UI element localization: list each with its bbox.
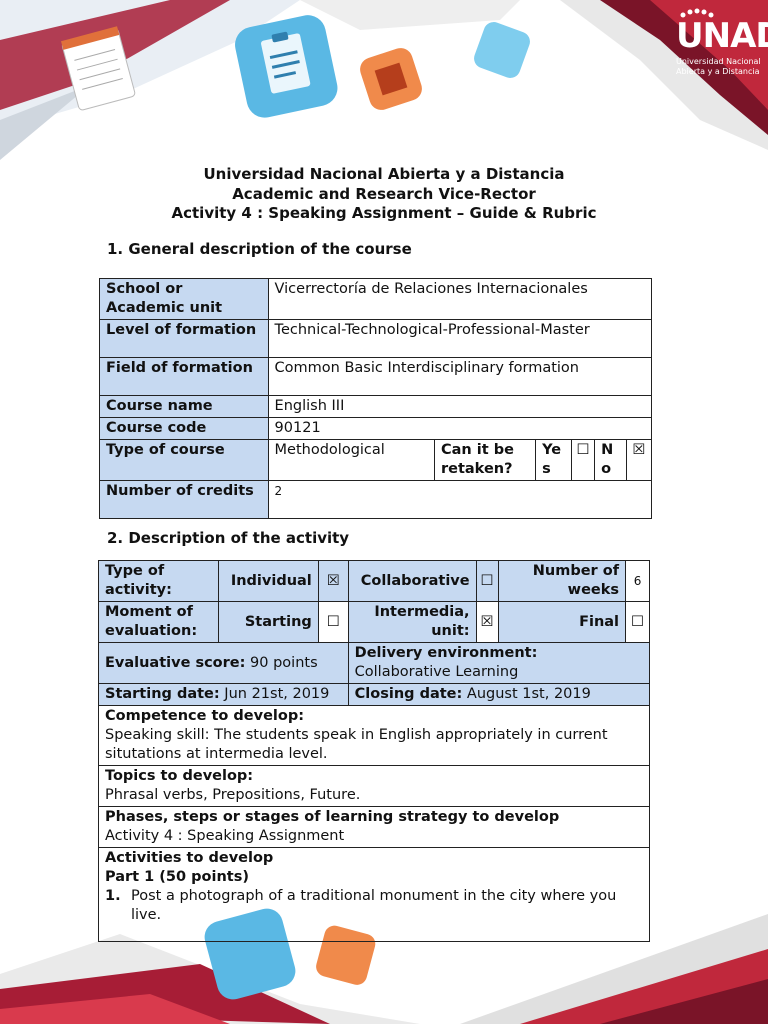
clipboard-icon <box>228 10 348 120</box>
final-label: Final <box>498 602 625 643</box>
school-label: School or Academic unit <box>100 279 269 320</box>
collaborative-checkbox[interactable]: ☐ <box>476 561 498 602</box>
close-date-label: Closing date: <box>354 686 463 702</box>
type-activity-label: Type of activity: <box>99 561 219 602</box>
collaborative-label: Collaborative <box>348 561 476 602</box>
table-row <box>99 848 650 942</box>
competence-cell <box>99 706 650 766</box>
no-checkbox[interactable]: ☒ <box>626 440 651 481</box>
activity-title: Activity 4 : Speaking Assignment – Guide & Rubric <box>171 204 597 222</box>
field-label: Field of formation <box>100 358 269 396</box>
intermedia-label: Intermedia, unit: <box>348 602 476 643</box>
course-code-label: Course code <box>100 418 269 440</box>
weeks-label: Number of weeks <box>498 561 625 602</box>
no-label: N o <box>595 440 627 481</box>
logo-name: UNAD <box>676 16 783 56</box>
starting-label: Starting <box>218 602 318 643</box>
table-row <box>100 320 652 358</box>
phases-value: Activity 4 : Speaking Assignment <box>105 828 345 844</box>
individual-label: Individual <box>218 561 318 602</box>
book-icon <box>356 44 426 114</box>
credits-value: 2 <box>268 481 651 519</box>
blue-tile-icon <box>470 18 534 82</box>
topics-value: Phrasal verbs, Prepositions, Future. <box>105 787 361 803</box>
delivery-label: Delivery environment: <box>354 645 538 661</box>
unad-logo <box>672 4 783 84</box>
list-item <box>105 887 643 925</box>
table-row <box>100 440 652 481</box>
table-row <box>99 706 650 766</box>
field-value: Common Basic Interdisciplinary formation <box>268 358 651 396</box>
intermedia-checkbox[interactable]: ☒ <box>476 602 498 643</box>
credits-label: Number of credits <box>100 481 269 519</box>
yes-label: Ye s <box>536 440 572 481</box>
vice-rector: Academic and Research Vice-Rector <box>232 184 536 203</box>
close-date-cell <box>348 684 649 706</box>
close-date-value: August 1st, 2019 <box>462 686 591 702</box>
delivery-cell <box>348 643 649 684</box>
retaken-label: Can it be retaken? <box>434 440 535 481</box>
section1-title: 1. General description of the course <box>107 240 412 258</box>
table-row <box>100 396 652 418</box>
table-row <box>99 602 650 643</box>
activity-table <box>98 560 650 942</box>
phases-cell <box>99 807 650 848</box>
part1-label: Part 1 (50 points) <box>105 869 249 885</box>
start-date-value: Jun 21st, 2019 <box>219 686 330 702</box>
university-name: Universidad Nacional Abierta y a Distancia <box>203 165 565 183</box>
table-row <box>100 418 652 440</box>
level-value: Technical-Technological-Professional-Master <box>268 320 651 358</box>
competence-value: Speaking skill: The students speak in English appropriately in current situtations at intermedia level. <box>105 727 608 762</box>
topics-cell <box>99 766 650 807</box>
individual-checkbox[interactable]: ☒ <box>318 561 348 602</box>
table-row <box>100 358 652 396</box>
activities-cell <box>99 848 650 942</box>
score-label: Evaluative score: <box>105 654 246 671</box>
table-row <box>99 807 650 848</box>
item1-number: 1. <box>105 888 121 904</box>
logo-sub2: Abierta y a Distancia <box>676 67 760 76</box>
table-row <box>100 481 652 519</box>
score-value: 90 points <box>245 654 318 671</box>
course-table <box>99 278 652 519</box>
starting-checkbox[interactable]: ☐ <box>318 602 348 643</box>
table-row <box>99 561 650 602</box>
moment-label: Moment of evaluation: <box>99 602 219 643</box>
weeks-value: 6 <box>626 561 650 602</box>
course-name-value: English III <box>268 396 651 418</box>
school-value: Vicerrectoría de Relaciones Internacionales <box>268 279 651 320</box>
document-header <box>0 165 768 224</box>
yes-checkbox[interactable]: ☐ <box>571 440 594 481</box>
table-row <box>99 684 650 706</box>
competence-label: Competence to develop: <box>105 708 305 724</box>
start-date-label: Starting date: <box>105 686 220 702</box>
score-cell <box>99 643 349 684</box>
final-checkbox[interactable]: ☐ <box>626 602 650 643</box>
table-row <box>99 643 650 684</box>
type-label: Type of course <box>100 440 269 481</box>
course-name-label: Course name <box>100 396 269 418</box>
item1-text: Post a photograph of a traditional monument in the city where you live. <box>131 888 617 923</box>
table-row <box>99 766 650 807</box>
delivery-value: Collaborative Learning <box>354 664 519 680</box>
logo-sub1: Universidad Nacional <box>676 57 761 66</box>
activities-label: Activities to develop <box>105 850 274 866</box>
section2-title: 2. Description of the activity <box>107 529 350 547</box>
phases-label: Phases, steps or stages of learning strategy to develop <box>105 809 560 825</box>
level-label: Level of formation <box>100 320 269 358</box>
topics-label: Topics to develop: <box>105 768 254 784</box>
type-value: Methodological <box>268 440 434 481</box>
start-date-cell <box>99 684 349 706</box>
course-code-value: 90121 <box>268 418 651 440</box>
table-row <box>100 279 652 320</box>
notepad-icon <box>55 22 145 112</box>
